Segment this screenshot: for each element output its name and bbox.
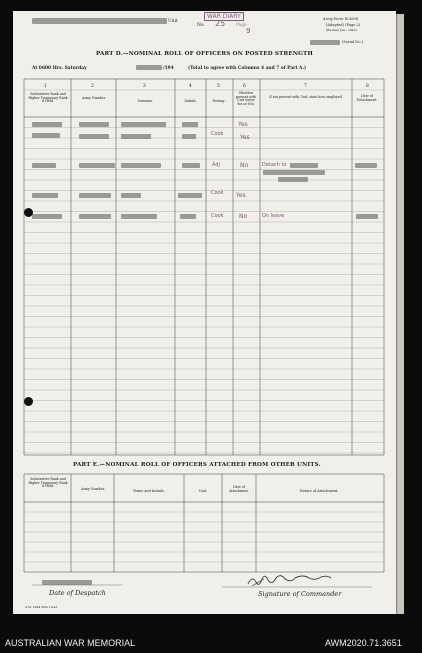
commander-label: Signature of Commander — [258, 590, 342, 598]
page-label: Page — [236, 23, 247, 28]
handwritten-page: 9 — [246, 27, 251, 35]
form-revised: (Revised Jun., 1942) — [326, 28, 357, 32]
col4-number: 4 — [189, 84, 192, 89]
serial-label: (Serial No.) — [342, 40, 364, 44]
part-e-col1-label: Substantive Rank and Higher Temporary Rank if Held. — [28, 477, 68, 489]
part-d-time-line: At 0600 Hrs. Saturday — [32, 66, 87, 71]
part-e-col4-label: Unit. — [198, 489, 208, 493]
row2-present: Yes — [240, 134, 250, 141]
print-code: A.W. 1944 30m 10-43 — [25, 605, 58, 609]
handwritten-number: 25 — [215, 19, 226, 28]
col3-label: Surname. — [137, 99, 154, 103]
form-number: Army Form W.3008 — [323, 17, 358, 21]
unit-label: Unit — [168, 19, 178, 24]
col6-label: Whether present with Unit (enter Yes or No). — [235, 91, 257, 106]
year-prefix: /194 — [163, 66, 174, 71]
row1-present: Yes — [238, 121, 248, 128]
row3-employed: Detach to — [262, 162, 287, 168]
col5-number: 5 — [217, 84, 220, 89]
row5-present: No — [239, 213, 248, 220]
row5-posting: Cook — [211, 213, 224, 219]
col8-label: Date of Detachment. — [356, 94, 378, 102]
footer-accession-number: AWM2020.71.3651 — [325, 638, 402, 648]
row4-present: Yes — [236, 192, 246, 199]
row2-posting: Cook — [211, 131, 224, 137]
col7-label: If not present with Unit, state how employed. — [269, 95, 343, 99]
part-e-col5-label: Date of Attachment. — [229, 485, 249, 493]
part-e-col2-label: Army Number. — [81, 487, 105, 491]
col8-number: 8 — [366, 84, 369, 89]
footer-institution: AUSTRALIAN WAR MEMORIAL — [5, 638, 136, 648]
col6-number: 6 — [243, 84, 246, 89]
no-label: No. — [197, 23, 205, 28]
war-diary-stamp: WAR DIARY — [204, 12, 244, 21]
col1-number: 1 — [44, 84, 47, 89]
form-adapted: (Adapted) (Page 2) — [326, 23, 361, 27]
row4-posting: Cook — [211, 190, 224, 196]
row3-posting: Adj — [212, 162, 220, 168]
col3-number: 3 — [143, 84, 146, 89]
col2-number: 2 — [91, 84, 94, 89]
part-d-total-note: (Total to agree with Columns 4 and 7 of Part A.) — [188, 66, 307, 71]
col5-label: Posting. — [212, 99, 226, 103]
col2-label: Army Number. — [82, 96, 106, 100]
col7-number: 7 — [304, 84, 307, 89]
row3-present: No — [240, 162, 249, 169]
part-e-col6-label: Nature of Attachment. — [299, 489, 339, 493]
col1-label: Substantive Rank and Higher Temporary Rank if Held. — [28, 92, 68, 104]
col4-label: Initials. — [184, 99, 197, 103]
punch-hole-bottom — [24, 397, 33, 406]
part-e-title: PART E.—NOMINAL ROLL OF OFFICERS ATTACHED FROM OTHER UNITS. — [73, 462, 321, 468]
part-e-col3-label: Name and Initials. — [133, 489, 165, 493]
row5-employed: On leave — [262, 213, 285, 219]
despatch-label: Date of Despatch — [49, 589, 106, 597]
part-d-title: PART D.—NOMINAL ROLL OF OFFICERS ON POSTED STRENGTH — [96, 51, 313, 57]
punch-hole-top — [24, 208, 33, 217]
